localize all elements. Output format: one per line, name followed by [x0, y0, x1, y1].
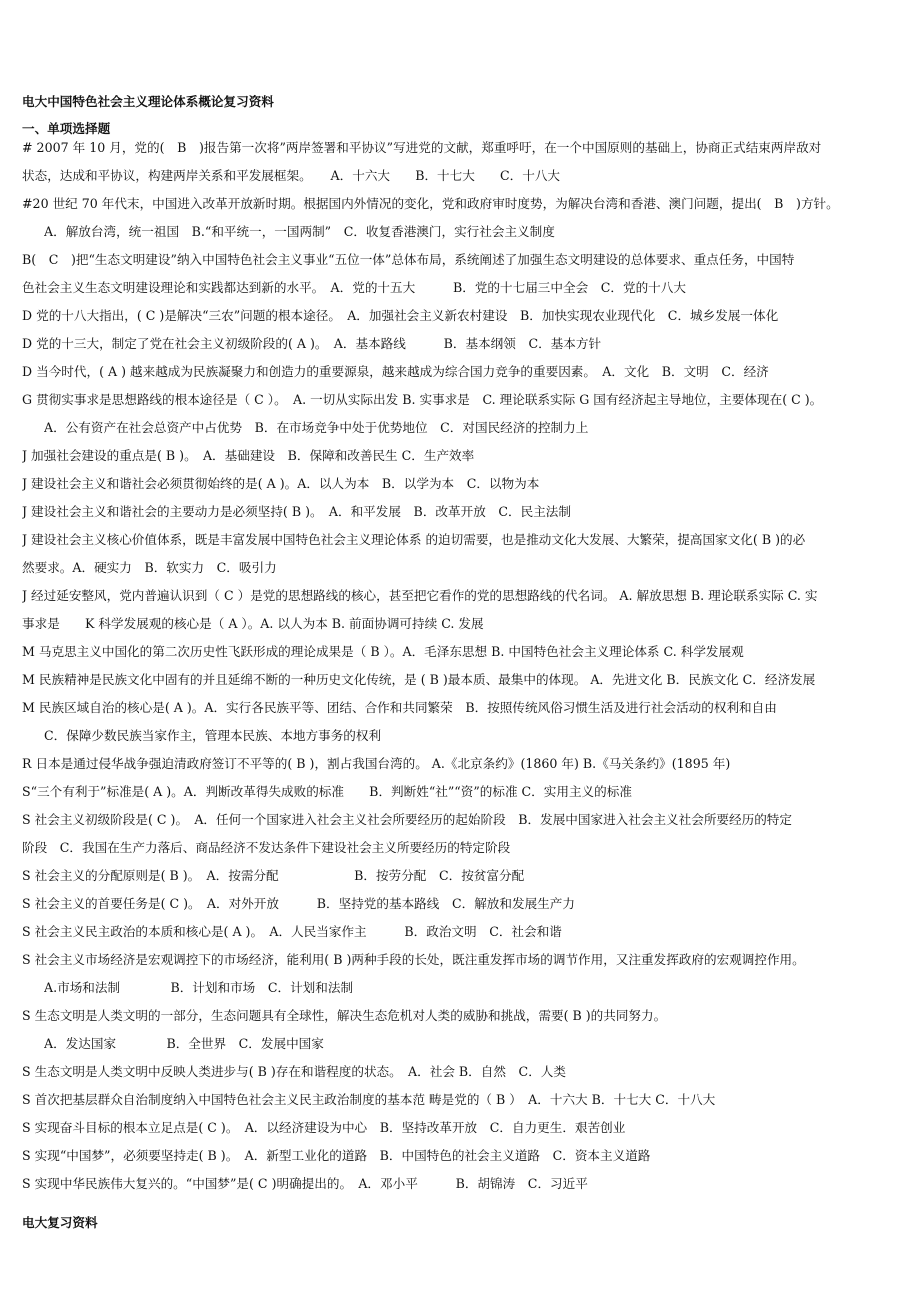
question-line: J 加强社会建设的重点是( B )。 A．基础建设 B．保障和改善民生 C．生产效率 [22, 448, 475, 463]
question-line: 阶段 C．我国在生产力落后、商品经济不发达条件下建设社会主义所要经历的特定阶段 [22, 840, 511, 855]
question-line: D 当今时代，( A ) 越来越成为民族凝聚力和创造力的重要源泉，越来越成为综合国力竞争的重要因素。 A．文化 B．文明 C．经济 [22, 364, 769, 379]
question-line: S 实现“中国梦”，必须要坚持走( B )。 A．新型工业化的道路 B．中国特色的社会主义道路 C．资本主义道路 [22, 1148, 651, 1163]
question-line: 事求是 K 科学发展观的核心是（ A ）。A. 以人为本 B. 前面协调可持续 C. 发展 [22, 616, 484, 631]
question-line: S 社会主义初级阶段是( C )。 A．任何一个国家进入社会主义社会所要经历的起始阶段 B．发展中国家进入社会主义社会所要经历的特定 [22, 812, 792, 827]
question-line: #20 世纪 70 年代末，中国进入改革开放新时期。根据国内外情况的变化，党和政府审时度势，为解决台湾和香港、澳门问题，提出( B )方针。 [22, 196, 839, 211]
question-line: S 生态文明是人类文明中反映人类进步与( B )存在和谐程度的状态。 A．社会 B．自然 C．人类 [22, 1064, 566, 1079]
question-line: S 社会主义的首要任务是( C )。 A．对外开放 B．坚持党的基本路线 C．解放和发展生产力 [22, 896, 575, 911]
question-line: A．发达国家 B．全世界 C．发展中国家 [44, 1036, 324, 1051]
question-line: S 生态文明是人类文明的一部分，生态问题具有全球性，解决生态危机对人类的威胁和挑战，需要( B )的共同努力。 [22, 1008, 667, 1023]
question-line: 状态，达成和平协议，构建两岸关系和平发展框架。 A．十六大 B．十七大 C．十八大 [22, 168, 561, 183]
question-line: S“三个有利于”标准是( A )。A．判断改革得失成败的标准 B．判断姓“社”“资”的标准 C．实用主义的标准 [22, 784, 632, 799]
question-line: S 实现中华民族伟大复兴的。“中国梦”是( C )明确提出的。 A．邓小平 B．胡锦涛 C．习近平 [22, 1176, 588, 1191]
question-line: D 党的十三大，制定了党在社会主义初级阶段的( A )。 A．基本路线 B．基本纲领 C．基本方针 [22, 336, 602, 351]
question-line: A．公有资产在社会总资产中占优势 B．在市场竞争中处于优势地位 C．对国民经济的控制力上 [44, 420, 589, 435]
question-line: M 马克思主义中国化的第二次历史性飞跃形成的理论成果是（ B ）。A．毛泽东思想 B. 中国特色社会主义理论体系 C. 科学发展观 [22, 644, 744, 659]
question-line: R 日本是通过侵华战争强迫清政府签订不平等的( B )，割占我国台湾的。 A.《北京条约》(1860 年) B.《马关条约》(1895 年) [22, 756, 731, 771]
question-line: 色社会主义生态文明建设理论和实践都达到新的水平。 A．党的十五大 B．党的十七届三中全会 C．党的十八大 [22, 280, 686, 295]
question-line: M 民族精神是民族文化中固有的并且延绵不断的一种历史文化传统，是 ( B )最本质、最集中的体现。 A．先进文化 B．民族文化 C．经济发展 [22, 672, 816, 687]
question-line: S 实现奋斗目标的根本立足点是( C )。 A．以经济建设为中心 B．坚持改革开放 C．自力更生．艰苦创业 [22, 1120, 626, 1135]
question-line: B( C )把“生态文明建设”纳入中国特色社会主义事业“五位一体”总体布局，系统阐述了加强生态文明建设的总体要求、重点任务，中国特 [22, 252, 795, 267]
section-heading: 一、单项选择题 [22, 121, 111, 136]
question-line: J 建设社会主义核心价值体系，既是丰富发展中国特色社会主义理论体系 的迫切需要，也是推动文化大发展、大繁荣，提高国家文化( B )的必 [22, 532, 806, 547]
question-line: J 建设社会主义和谐社会的主要动力是必须坚持( B )。 A．和平发展 B．改革开放 C．民主法制 [22, 504, 571, 519]
question-line: A．解放台湾，统一祖国 B.“和平统一，一国两制” C．收复香港澳门，实行社会主义制度 [44, 224, 555, 239]
document-title: 电大中国特色社会主义理论体系概论复习资料 [22, 94, 274, 109]
question-line: J 经过延安整风，党内普遍认识到（ C ）是党的思想路线的核心，甚至把它看作的党的思想路线的代名词。 A. 解放思想 B. 理论联系实际 C. 实 [22, 588, 818, 603]
question-line: S 首次把基层群众自治制度纳入中国特色社会主义民主政治制度的基本范 畴是党的（ B ） A．十六大 B．十七大 C．十八大 [22, 1092, 716, 1107]
question-line: J 建设社会主义和谐社会必须贯彻始终的是( A )。A．以人为本 B．以学为本 C．以物为本 [22, 476, 540, 491]
page-footer: 电大复习资料 [22, 1215, 98, 1230]
question-line: S 社会主义的分配原则是( B )。 A．按需分配 B．按劳分配 C．按贫富分配 [22, 868, 525, 883]
question-line: G 贯彻实事求是思想路线的根本途径是（ C ）。 A. 一切从实际出发 B. 实事求是 C. 理论联系实际 G 国有经济起主导地位，主要体现在( C )。 [22, 392, 823, 407]
question-line: # 2007 年 10 月，党的( B )报告第一次将”两岸签署和平协议”写进党的文献，郑重呼吁，在一个中国原则的基础上，协商正式结束两岸敌对 [22, 140, 822, 155]
question-line: A.市场和法制 B．计划和市场 C．计划和法制 [44, 980, 354, 995]
question-line: D 党的十八大指出，( C )是解决“三农”问题的根本途径。 A．加强社会主义新农村建设 B．加快实现农业现代化 C．城乡发展一体化 [22, 308, 779, 323]
question-line: 然要求。A．硬实力 B．软实力 C．吸引力 [22, 560, 277, 575]
question-line: C．保障少数民族当家作主，管理本民族、本地方事务的权利 [44, 728, 382, 743]
question-line: S 社会主义民主政治的本质和核心是( A )。 A．人民当家作主 B．政治文明 C．社会和谐 [22, 924, 562, 939]
question-line: M 民族区域自治的核心是( A )。A．实行各民族平等、团结、合作和共同繁荣 B．按照传统风俗习惯生活及进行社会活动的权利和自由 [22, 700, 777, 715]
question-line: S 社会主义市场经济是宏观调控下的市场经济，能利用( B )两种手段的长处，既注重发挥市场的调节作用，又注重发挥政府的宏观调控作用。 [22, 952, 805, 967]
